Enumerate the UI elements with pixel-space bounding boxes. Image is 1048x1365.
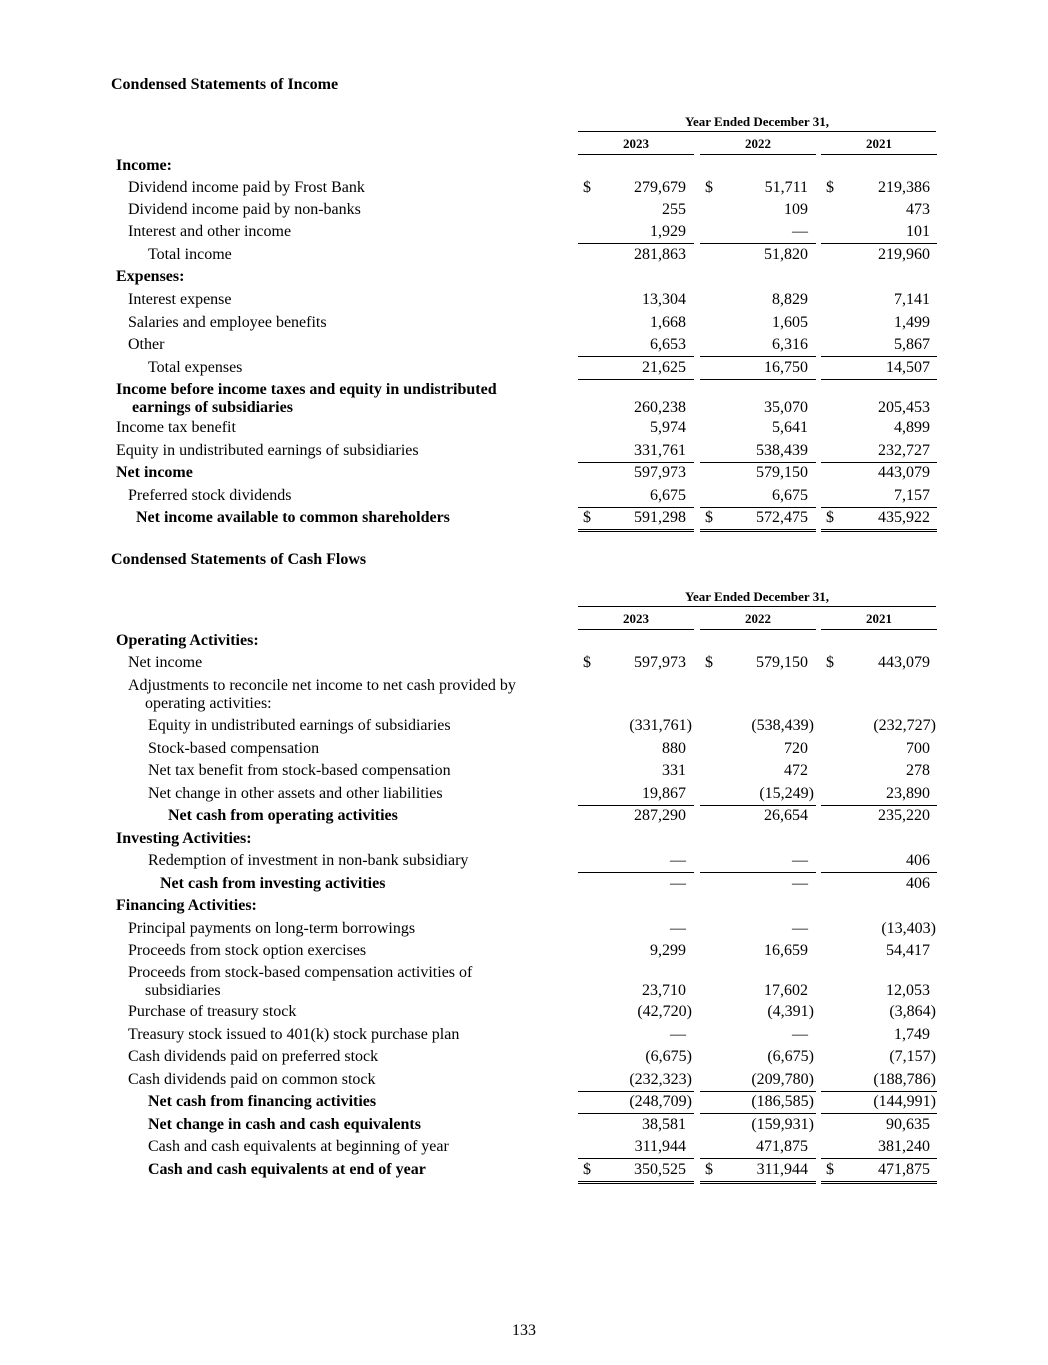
cell-value: 23,890 [886,785,930,802]
cell-value: 9,299 [650,942,686,959]
cell-value: 281,863 [634,246,686,263]
underline [821,379,937,380]
cell-value: 720 [784,740,808,757]
currency-symbol: $ [583,509,591,526]
row-label: Income: [116,157,172,174]
cell-value: 597,973 [634,654,686,671]
row-label: Net income available to common shareholders [136,509,450,526]
row-label: Preferred stock dividends [128,487,292,504]
cell-value: 572,475 [756,509,808,526]
period-header-rule [578,606,936,607]
row-label: Financing Activities: [116,897,257,914]
row-label: Redemption of investment in non-bank subsidiary [148,852,469,869]
year-header: 2023 [623,136,649,151]
underline [578,805,694,806]
row-label: Interest and other income [128,223,292,240]
cell-value: (188,786) [873,1071,936,1088]
cell-value: (159,931) [751,1116,814,1133]
cell-value: 1,499 [894,314,930,331]
cell-value: 8,829 [772,291,808,308]
cell-value: — [670,1026,686,1043]
currency-symbol: $ [826,509,834,526]
underline [700,379,816,380]
cell-value: 331 [662,762,686,779]
year-header-rule [821,154,937,155]
year-header: 2021 [866,611,892,626]
cell-value: (7,157) [889,1048,936,1065]
cell-value: 26,654 [764,807,808,824]
year-header-rule [821,629,937,630]
cell-value: 260,238 [634,399,686,416]
cell-value: 205,453 [878,399,930,416]
cell-value: 5,974 [650,419,686,436]
underline [700,805,816,806]
cell-value: 597,973 [634,464,686,481]
row-label: Net income [116,464,193,481]
cell-value: — [670,875,686,892]
cell-value: 6,675 [772,487,808,504]
underline [700,356,816,357]
cell-value: 311,944 [634,1138,686,1155]
row-label: Equity in undistributed earnings of subsidiaries [148,717,451,734]
underline [578,243,694,244]
row-label: Investing Activities: [116,830,252,847]
cell-value: (6,675) [767,1048,814,1065]
cell-value: 13,304 [642,291,686,308]
row-label: Total expenses [148,359,243,376]
cell-value: 591,298 [634,509,686,526]
cell-value: (186,585) [751,1093,814,1110]
underline [578,1158,694,1159]
currency-symbol: $ [705,179,713,196]
income-statement-title: Condensed Statements of Income [111,76,339,93]
row-label: Interest expense [128,291,232,308]
cell-value: 700 [906,740,930,757]
cell-value: 255 [662,201,686,218]
row-label: Operating Activities: [116,632,259,649]
row-label: Net cash from investing activities [160,875,386,892]
cell-value: 16,659 [764,942,808,959]
row-label: Dividend income paid by non-banks [128,201,361,218]
cell-value: 19,867 [642,785,686,802]
year-header-rule [700,154,816,155]
cell-value: 51,711 [764,179,808,196]
cell-value: (3,864) [889,1003,936,1020]
currency-symbol: $ [826,654,834,671]
cell-value: (6,675) [645,1048,692,1065]
cell-value: 472 [784,762,808,779]
cell-value: — [792,920,808,937]
row-label: Principal payments on long-term borrowings [128,920,416,937]
cell-value: — [670,852,686,869]
underline [578,462,694,463]
cell-value: 579,150 [756,654,808,671]
cell-value: 471,875 [756,1138,808,1155]
double-underline [578,1181,694,1184]
cell-value: — [792,852,808,869]
underline [821,1091,937,1092]
page-number: 133 [512,1322,536,1339]
row-label: Cash and cash equivalents at beginning of year [148,1138,449,1155]
underline [578,1113,694,1114]
row-label: Expenses: [116,268,185,285]
cell-value: 51,820 [764,246,808,263]
cell-value: 6,675 [650,487,686,504]
cell-value: 23,710 [642,982,686,999]
cell-value: 473 [906,201,930,218]
cell-value: 14,507 [886,359,930,376]
cell-value: 538,439 [756,442,808,459]
row-label: Cash dividends paid on common stock [128,1071,376,1088]
cell-value: 443,079 [878,654,930,671]
row-label: Net tax benefit from stock-based compensation [148,762,451,779]
row-label: Cash and cash equivalents at end of year [148,1161,426,1178]
underline [700,507,816,508]
cell-value: 16,750 [764,359,808,376]
underline [821,356,937,357]
cell-value: 443,079 [878,464,930,481]
cell-value: 219,960 [878,246,930,263]
currency-symbol: $ [583,179,591,196]
row-label: Net cash from financing activities [148,1093,377,1110]
underline [821,805,937,806]
cell-value: 1,929 [650,223,686,240]
row-label: Net change in cash and cash equivalents [148,1116,421,1133]
double-underline [578,529,694,532]
cell-value: 5,641 [772,419,808,436]
year-header-rule [700,629,816,630]
cell-value: 1,668 [650,314,686,331]
cell-value: — [792,875,808,892]
currency-symbol: $ [705,1161,713,1178]
year-header: 2022 [745,611,771,626]
cell-value: 6,653 [650,336,686,353]
underline [821,1113,937,1114]
cell-value: 287,290 [634,807,686,824]
underline [578,872,694,873]
cell-value: 279,679 [634,179,686,196]
period-header-rule [578,131,936,132]
row-label: Purchase of treasury stock [128,1003,297,1020]
cell-value: 471,875 [878,1161,930,1178]
row-label: Salaries and employee benefits [128,314,327,331]
cell-value: (232,323) [629,1071,692,1088]
cell-value: 5,867 [894,336,930,353]
cell-value: 54,417 [886,942,930,959]
underline [578,507,694,508]
cell-value: 880 [662,740,686,757]
row-label: Stock-based compensation [148,740,320,757]
cell-value: — [792,1026,808,1043]
cell-value: 90,635 [886,1116,930,1133]
cell-value: 35,070 [764,399,808,416]
currency-symbol: $ [826,1161,834,1178]
cell-value: 1,749 [894,1026,930,1043]
cell-value: 12,053 [886,982,930,999]
cell-value: (144,991) [873,1093,936,1110]
double-underline [700,1181,816,1184]
cell-value: — [670,920,686,937]
cell-value: (13,403) [881,920,936,937]
row-label: Dividend income paid by Frost Bank [128,179,365,196]
cell-value: 579,150 [756,464,808,481]
cell-value: (248,709) [629,1093,692,1110]
row-label: Income tax benefit [116,419,236,436]
cell-value: 6,316 [772,336,808,353]
row-label-continuation: operating activities: [145,695,272,712]
currency-symbol: $ [705,654,713,671]
row-label: Net change in other assets and other liabilities [148,785,443,802]
underline [700,462,816,463]
cell-value: 1,605 [772,314,808,331]
cell-value: 435,922 [878,509,930,526]
year-header-rule [578,629,694,630]
row-label-continuation: subsidiaries [145,982,221,999]
row-label: Treasury stock issued to 401(k) stock purchase plan [128,1026,460,1043]
cell-value: (15,249) [759,785,814,802]
currency-symbol: $ [583,1161,591,1178]
row-label: Cash dividends paid on preferred stock [128,1048,379,1065]
year-header-rule [578,154,694,155]
row-label: Net cash from operating activities [168,807,398,824]
underline [821,872,937,873]
cashflow-statement-title: Condensed Statements of Cash Flows [111,551,367,568]
cell-value: 350,525 [634,1161,686,1178]
cell-value: 109 [784,201,808,218]
row-label: Total income [148,246,232,263]
cell-value: 278 [906,762,930,779]
row-label: Other [128,336,165,353]
year-header: 2022 [745,136,771,151]
underline [578,356,694,357]
cell-value: 406 [906,875,930,892]
row-label: Proceeds from stock option exercises [128,942,367,959]
cell-value: (42,720) [637,1003,692,1020]
cell-value: (4,391) [767,1003,814,1020]
underline [700,1091,816,1092]
year-header: 2021 [866,136,892,151]
cell-value: 21,625 [642,359,686,376]
cell-value: 17,602 [764,982,808,999]
currency-symbol: $ [583,654,591,671]
cell-value: (232,727) [873,717,936,734]
period-header: Year Ended December 31, [685,114,829,129]
underline [821,507,937,508]
cell-value: 406 [906,852,930,869]
double-underline [821,1181,937,1184]
underline [821,1158,937,1159]
cell-value: 101 [906,223,930,240]
underline [700,1158,816,1159]
cell-value: — [792,223,808,240]
cell-value: 7,141 [894,291,930,308]
underline [700,243,816,244]
row-label: Proceeds from stock-based compensation activities of [128,964,473,981]
cell-value: (331,761) [629,717,692,734]
row-label: Net income [128,654,203,671]
cell-value: 232,727 [878,442,930,459]
underline [578,379,694,380]
cell-value: (209,780) [751,1071,814,1088]
cell-value: 381,240 [878,1138,930,1155]
cell-value: 4,899 [894,419,930,436]
underline [578,1091,694,1092]
row-label-continuation: earnings of subsidiaries [132,399,293,416]
cell-value: 331,761 [634,442,686,459]
cell-value: 7,157 [894,487,930,504]
underline [700,872,816,873]
cell-value: (538,439) [751,717,814,734]
underline [700,1113,816,1114]
underline [821,462,937,463]
cell-value: 38,581 [642,1116,686,1133]
double-underline [821,529,937,532]
row-label: Income before income taxes and equity in undistributed [116,381,497,398]
currency-symbol: $ [705,509,713,526]
row-label: Equity in undistributed earnings of subsidiaries [116,442,419,459]
period-header: Year Ended December 31, [685,589,829,604]
currency-symbol: $ [826,179,834,196]
cell-value: 311,944 [756,1161,808,1178]
double-underline [700,529,816,532]
underline [821,243,937,244]
cell-value: 219,386 [878,179,930,196]
year-header: 2023 [623,611,649,626]
cell-value: 235,220 [878,807,930,824]
row-label: Adjustments to reconcile net income to net cash provided by [128,677,516,694]
